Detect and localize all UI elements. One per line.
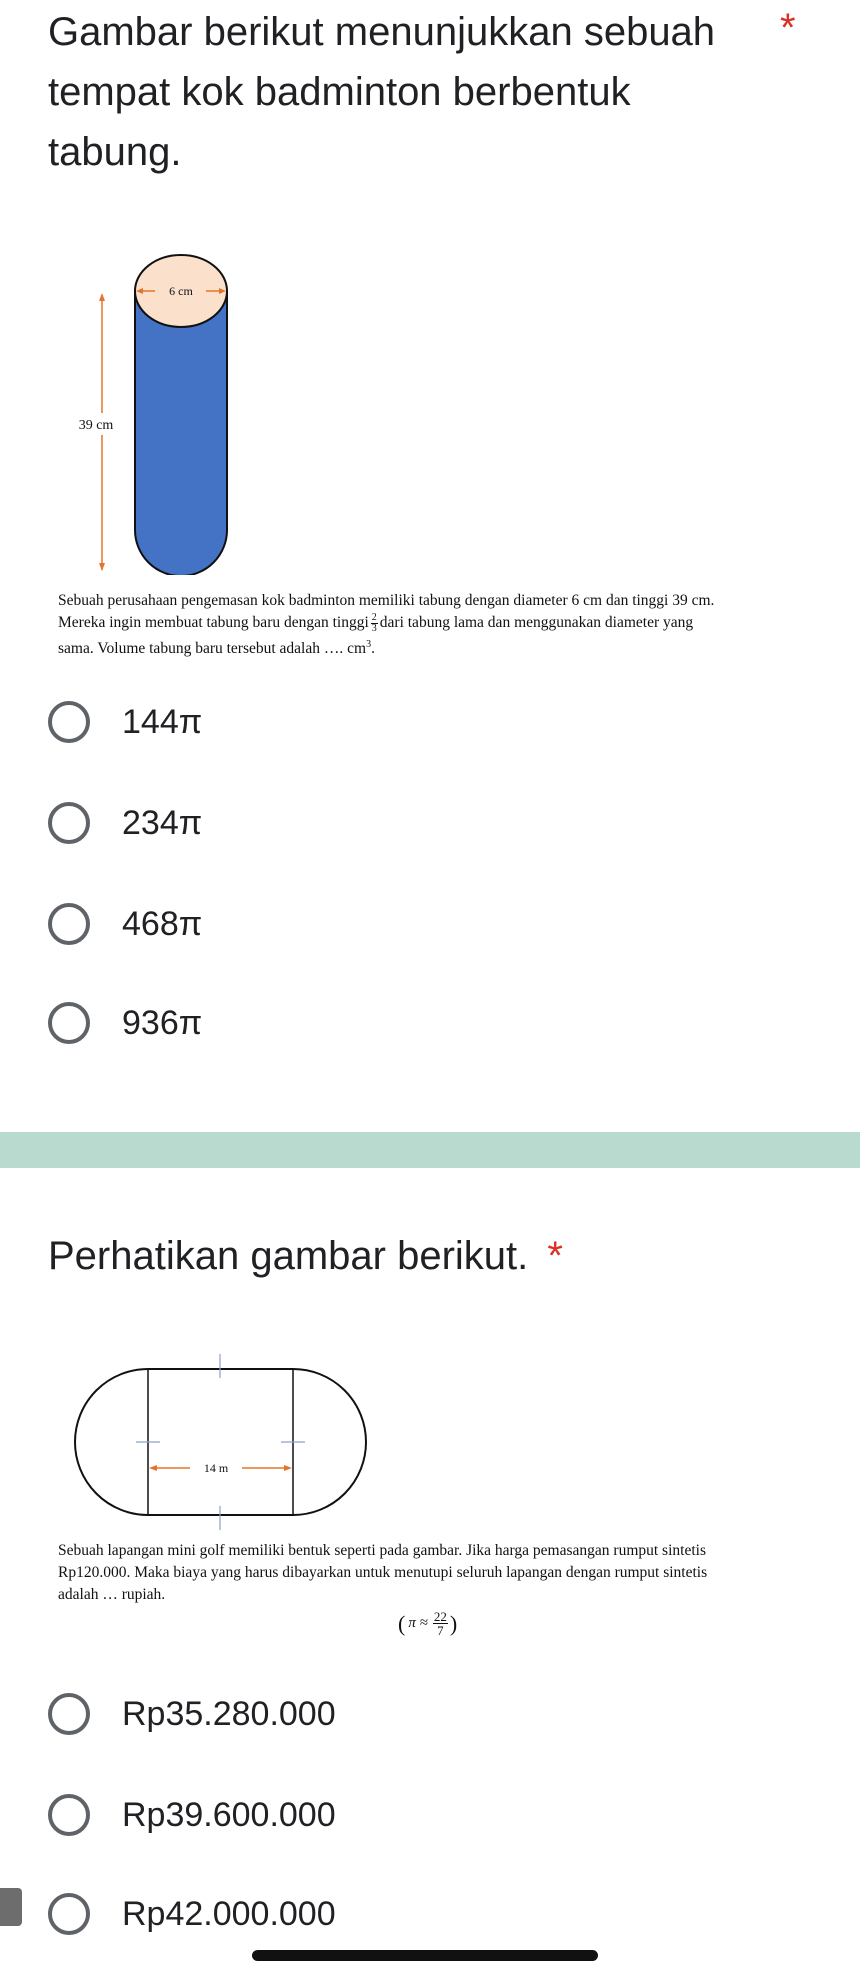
fraction-22-7 bbox=[433, 1610, 448, 1637]
height-label: 39 cm bbox=[78, 418, 114, 433]
home-indicator[interactable] bbox=[252, 1950, 598, 1961]
cylinder-figure bbox=[60, 245, 240, 575]
q2-text-line-1: Sebuah lapangan mini golf memiliki bentuk seperti pada gambar. Jika harga pemasangan rumput sintetis bbox=[58, 1542, 706, 1559]
cylinder-body bbox=[135, 291, 227, 575]
fraction-numerator: 2 bbox=[371, 611, 377, 623]
option-label: Rp35.280.000 bbox=[122, 1694, 336, 1733]
golf-field-figure bbox=[70, 1350, 370, 1530]
radio-button[interactable] bbox=[48, 903, 90, 945]
question-2-title bbox=[48, 1226, 563, 1286]
q2-text-line-2: Rp120.000. Maka biaya yang harus dibayarkan untuk menutupi seluruh lapangan dengan rumput sintetis bbox=[58, 1564, 708, 1581]
option-rp39600000[interactable] bbox=[48, 1787, 336, 1843]
radio-button[interactable] bbox=[48, 701, 90, 743]
option-label: Rp39.600.000 bbox=[122, 1795, 336, 1834]
close-paren: ) bbox=[449, 1610, 458, 1636]
option-label: Rp42.000.000 bbox=[122, 1894, 336, 1933]
width-label: 14 m bbox=[203, 1461, 229, 1475]
q1-text-line-3-end: . bbox=[371, 640, 375, 658]
radio-button[interactable] bbox=[48, 1002, 90, 1044]
fraction-numerator: 22 bbox=[433, 1609, 447, 1624]
option-rp35280000[interactable] bbox=[48, 1686, 336, 1742]
option-label: 144π bbox=[122, 702, 203, 741]
option-label: 936π bbox=[122, 1003, 203, 1042]
q1-text-line-3 bbox=[58, 634, 803, 660]
section-divider bbox=[0, 1132, 860, 1168]
q1-text-line-2-start: Mereka ingin membuat tabung baru dengan tinggi bbox=[58, 614, 369, 631]
q1-text-line-3-start: sama. Volume tabung baru tersebut adalah …. cm bbox=[58, 640, 367, 658]
height-arrowhead-top bbox=[99, 293, 105, 301]
radio-button[interactable] bbox=[48, 1794, 90, 1836]
q1-text-line-1: Sebuah perusahaan pengemasan kok badminton memiliki tabung dengan diameter 6 cm dan tinggi 39 cm. bbox=[58, 592, 715, 609]
side-handle[interactable] bbox=[0, 1888, 22, 1926]
open-paren: ( bbox=[398, 1610, 406, 1636]
field-outline bbox=[75, 1369, 366, 1515]
fraction-denominator: 7 bbox=[437, 1623, 444, 1638]
pi-symbol: π ≈ bbox=[408, 1615, 428, 1631]
height-arrowhead-bottom bbox=[99, 563, 105, 571]
q1-text-line-2 bbox=[58, 612, 803, 634]
cube-superscript: 3 bbox=[366, 639, 372, 650]
radio-button[interactable] bbox=[48, 802, 90, 844]
q2-text-line-3: adalah … rupiah. bbox=[58, 1586, 166, 1603]
radio-button[interactable] bbox=[48, 1893, 90, 1935]
option-468pi[interactable] bbox=[48, 896, 202, 952]
question-card-2 bbox=[0, 1168, 860, 1963]
question-1-description bbox=[58, 590, 803, 660]
question-1-title: Gambar berikut menunjukkan sebuah tempat kok badminton berbentuk tabung. bbox=[48, 10, 716, 174]
fraction-two-thirds bbox=[371, 613, 378, 634]
diameter-label: 6 cm bbox=[169, 284, 193, 298]
question-2-title-text: Perhatikan gambar berikut. bbox=[48, 1234, 529, 1278]
option-label: 234π bbox=[122, 803, 203, 842]
option-label: 468π bbox=[122, 904, 203, 943]
question-2-description bbox=[58, 1540, 803, 1606]
radio-button[interactable] bbox=[48, 1693, 90, 1735]
option-936pi[interactable] bbox=[48, 995, 202, 1051]
fraction-denominator: 3 bbox=[371, 622, 377, 634]
required-asterisk: * bbox=[547, 1234, 563, 1278]
required-asterisk: * bbox=[780, 6, 796, 50]
option-144pi[interactable] bbox=[48, 694, 202, 750]
option-rp42000000[interactable] bbox=[48, 1886, 336, 1942]
q1-text-line-2-end: dari tabung lama dan menggunakan diameter yang bbox=[379, 614, 694, 631]
pi-approximation bbox=[398, 1610, 457, 1637]
option-234pi[interactable] bbox=[48, 795, 202, 851]
